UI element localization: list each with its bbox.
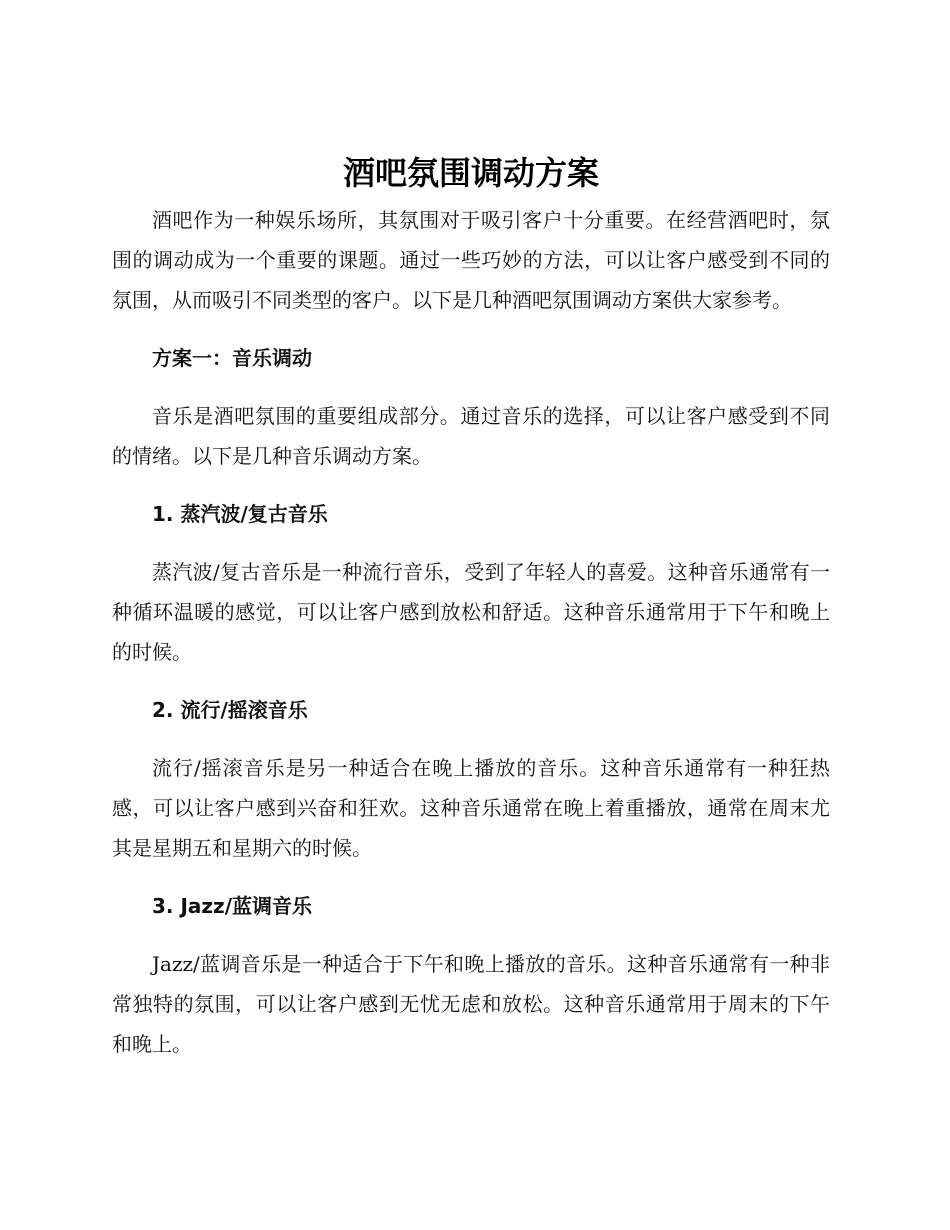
section-3-paragraph: Jazz/蓝调音乐是一种适合于下午和晚上播放的音乐。这种音乐通常有一种非常独特的氛围，可以让客户感到无忧无虑和放松。这种音乐通常用于周末的下午和晚上。 bbox=[112, 952, 830, 1056]
plan1-paragraph: 音乐是酒吧氛围的重要组成部分。通过音乐的选择，可以让客户感受到不同的情绪。以下是几种音乐调动方案。 bbox=[112, 404, 830, 468]
document-title: 酒吧氛围调动方案 bbox=[342, 154, 599, 192]
section-3-heading: 3. Jazz/蓝调音乐 bbox=[152, 894, 312, 918]
section-1-paragraph: 蒸汽波/复古音乐是一种流行音乐，受到了年轻人的喜爱。这种音乐通常有一种循环温暖的感觉，可以让客户感到放松和舒适。这种音乐通常用于下午和晚上的时候。 bbox=[112, 560, 830, 664]
document-body bbox=[112, 150, 830, 1064]
plan1-heading: 方案一：音乐调动 bbox=[152, 346, 312, 370]
intro-paragraph: 酒吧作为一种娱乐场所，其氛围对于吸引客户十分重要。在经营酒吧时，氛围的调动成为一个重要的课题。通过一些巧妙的方法，可以让客户感受到不同的氛围，从而吸引不同类型的客户。以下是几种酒吧氛围调动方案供大家参考。 bbox=[112, 208, 830, 312]
section-2-heading: 2. 流行/摇滚音乐 bbox=[152, 698, 308, 722]
section-2-paragraph: 流行/摇滚音乐是另一种适合在晚上播放的音乐。这种音乐通常有一种狂热感，可以让客户感到兴奋和狂欢。这种音乐通常在晚上着重播放，通常在周末尤其是星期五和星期六的时候。 bbox=[112, 756, 830, 860]
section-1-heading: 1. 蒸汽波/复古音乐 bbox=[152, 502, 328, 526]
